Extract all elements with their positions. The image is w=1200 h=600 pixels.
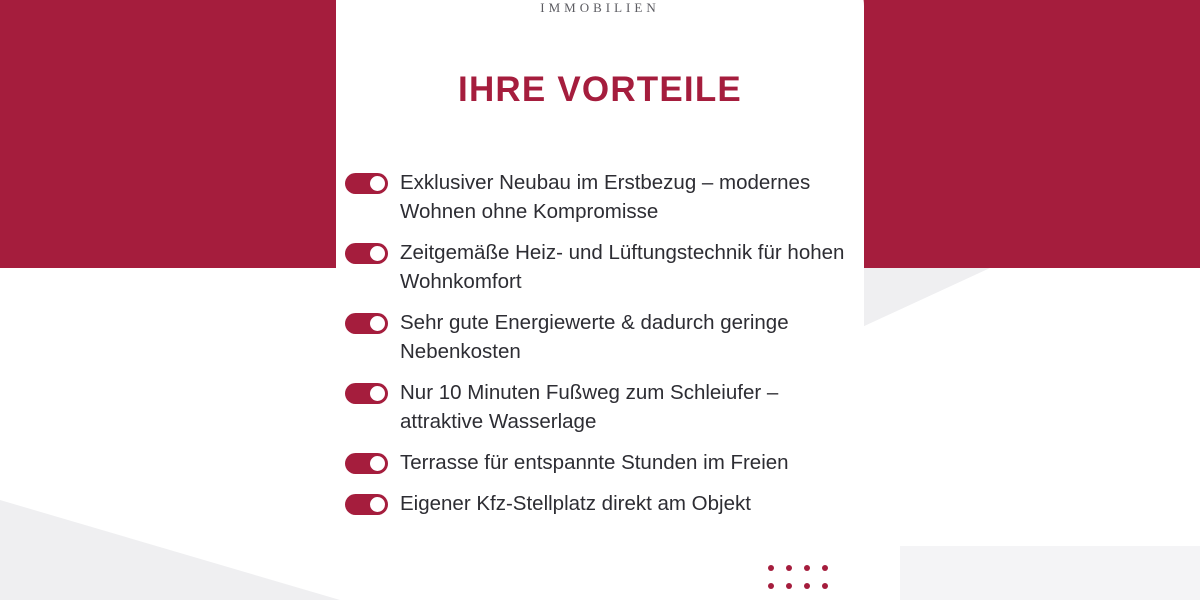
- list-item: [345, 238, 865, 296]
- toggle-on-icon: [345, 494, 388, 515]
- list-item: [345, 168, 865, 226]
- decorative-wedge-right: [860, 268, 990, 328]
- list-item: [345, 448, 865, 477]
- toggle-on-icon: [345, 453, 388, 474]
- brand-name: IMMOBILIEN: [540, 0, 660, 15]
- list-item: [345, 308, 865, 366]
- dot-grid-decoration: [768, 565, 840, 600]
- benefit-text: Sehr gute Energiewerte & dadurch geringe Nebenkosten: [400, 311, 789, 363]
- toggle-on-icon: [345, 313, 388, 334]
- list-item: [345, 489, 865, 518]
- decorative-wedge-bottom-left: [0, 500, 340, 600]
- benefit-text: Eigener Kfz-Stellplatz direkt am Objekt: [400, 492, 751, 515]
- decorative-band-bottom-right: [900, 546, 1200, 600]
- toggle-on-icon: [345, 383, 388, 404]
- list-item: [345, 378, 865, 436]
- benefit-text: Terrasse für entspannte Stunden im Freien: [400, 451, 789, 474]
- benefit-text: Zeitgemäße Heiz- und Lüftungstechnik für hohen Wohnkomfort: [400, 241, 845, 293]
- content-card: [336, 0, 864, 560]
- benefit-text: Nur 10 Minuten Fußweg zum Schleiufer – attraktive Wasserlage: [400, 381, 779, 433]
- page-title: IHRE VORTEILE: [458, 70, 742, 109]
- benefit-text: Exklusiver Neubau im Erstbezug – modernes Wohnen ohne Kompromisse: [400, 171, 811, 223]
- toggle-on-icon: [345, 173, 388, 194]
- toggle-on-icon: [345, 243, 388, 264]
- benefit-list: [345, 168, 865, 530]
